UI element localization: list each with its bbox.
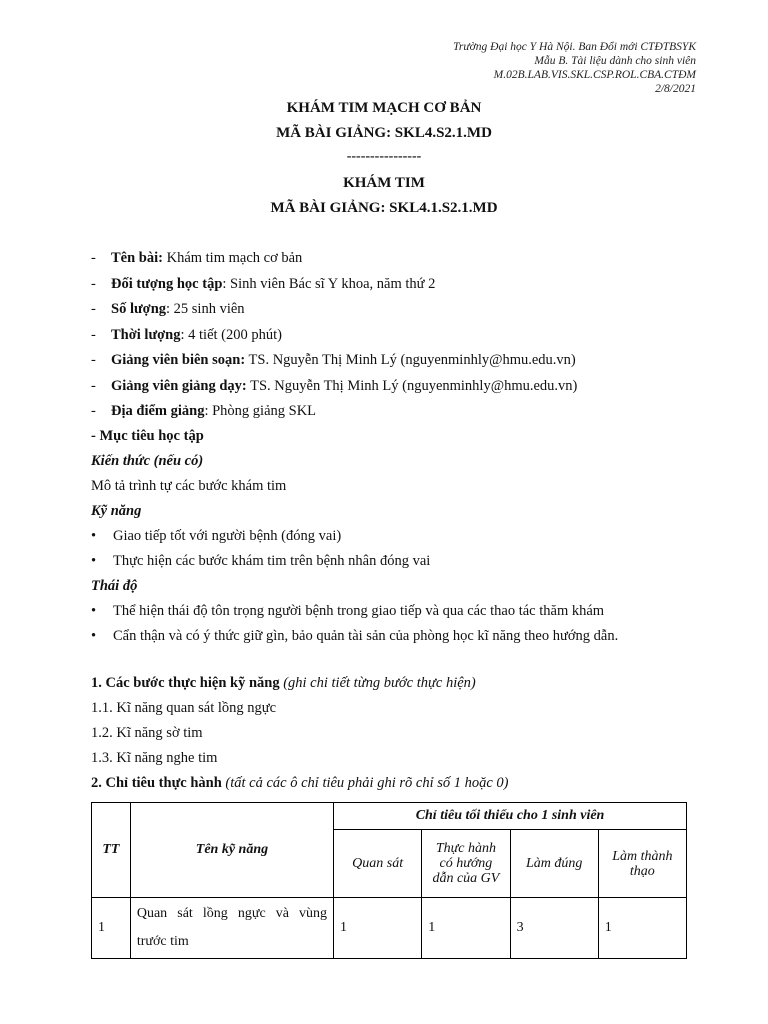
skills-heading: Kỹ năng bbox=[91, 503, 142, 519]
header-note-line: Mẫu B. Tài liệu dành cho sinh viên bbox=[534, 55, 696, 67]
lesson-info-list bbox=[91, 248, 691, 427]
group-header: Chỉ tiêu tối thiểu cho 1 sinh viên bbox=[334, 803, 687, 830]
info-value: : 4 tiết (200 phút) bbox=[180, 326, 282, 343]
section2-heading bbox=[91, 772, 691, 797]
cell-tt: 1 bbox=[92, 898, 131, 959]
attitude-item bbox=[91, 625, 691, 650]
section1-note: (ghi chi tiết từng bước thực hiện) bbox=[279, 675, 476, 691]
info-item: - Giảng viên giảng dạy: TS. Nguyễn Thị Minh Lý (nguyenminhly@hmu.edu.vn) bbox=[91, 377, 578, 394]
header-note-line: M.02B.LAB.VIS.SKL.CSP.ROL.CBA.CTĐM bbox=[493, 69, 696, 81]
skill-text: Thực hiện các bước khám tim trên bệnh nhân đóng vai bbox=[113, 553, 431, 569]
step-item: 1.1. Kĩ năng quan sát lồng ngực bbox=[91, 700, 277, 716]
col-header-guided: Thực hành có hướng dẫn của GV bbox=[422, 830, 510, 898]
bullet-icon: • bbox=[91, 628, 97, 644]
knowledge-text: Mô tả trình tự các bước khám tim bbox=[91, 478, 287, 494]
attitude-text: Cẩn thận và có ý thức giữ gìn, bảo quản tài sản của phòng học kĩ năng theo hướng dẫn. bbox=[113, 628, 619, 644]
skill-text: Giao tiếp tốt với người bệnh (đóng vai) bbox=[113, 528, 342, 544]
section1-heading bbox=[91, 672, 691, 697]
info-label: Số lượng bbox=[111, 301, 167, 317]
info-item: - Tên bài: Khám tim mạch cơ bản bbox=[91, 250, 303, 266]
knowledge-heading: Kiến thức (nếu có) bbox=[91, 453, 204, 469]
info-value: TS. Nguyễn Thị Minh Lý (nguyenminhly@hmu.edu.vn) bbox=[246, 377, 578, 394]
info-label: Giảng viên biên soạn: bbox=[111, 352, 246, 368]
attitude-item bbox=[91, 600, 691, 625]
skill-item bbox=[91, 525, 691, 550]
skill-item bbox=[91, 550, 691, 575]
info-value: TS. Nguyễn Thị Minh Lý (nguyenminhly@hmu.edu.vn) bbox=[245, 352, 576, 368]
title-separator: ---------------- bbox=[346, 149, 422, 164]
section1-title: 1. Các bước thực hiện kỹ năng bbox=[91, 675, 280, 691]
info-value: : 25 sinh viên bbox=[166, 301, 245, 317]
info-item: - Số lượng: 25 sinh viên bbox=[91, 301, 245, 317]
attitude-heading: Thái độ bbox=[91, 578, 138, 594]
cell-guided: 1 bbox=[422, 898, 510, 959]
section2-note: (tất cả các ô chỉ tiêu phải ghi rõ chỉ số 1 hoặc 0) bbox=[221, 775, 509, 791]
info-item: - Địa điểm giảng: Phòng giảng SKL bbox=[91, 403, 317, 419]
attitude-text: Thể hiện thái độ tôn trọng người bệnh trong giao tiếp và qua các thao tác thăm khám bbox=[113, 603, 605, 619]
col-header-correct: Làm đúng bbox=[510, 830, 598, 898]
info-label: Đối tượng học tập bbox=[111, 275, 223, 292]
info-label: Giảng viên giảng dạy: bbox=[111, 377, 247, 394]
document-title: KHÁM TIM MẠCH CƠ BẢN bbox=[286, 100, 482, 116]
objectives-heading: - Mục tiêu học tập bbox=[91, 428, 204, 444]
table-row bbox=[92, 898, 687, 959]
bullet-icon: • bbox=[91, 528, 97, 544]
bullet-icon: • bbox=[91, 603, 97, 619]
col-header-observe: Quan sát bbox=[334, 830, 422, 898]
lecture-code: MÃ BÀI GIẢNG: SKL4.S2.1.MD bbox=[276, 125, 492, 141]
cell-proficient: 1 bbox=[598, 898, 686, 959]
info-item: - Thời lượng: 4 tiết (200 phút) bbox=[91, 326, 282, 343]
col-header-skill-name: Tên kỹ năng bbox=[130, 803, 333, 898]
info-label: Tên bài: bbox=[111, 250, 163, 266]
cell-skill-name: Quan sát lồng ngực và vùng trước tim bbox=[130, 898, 333, 959]
section2-title: 2. Chỉ tiêu thực hành bbox=[91, 775, 222, 791]
info-value: Khám tim mạch cơ bản bbox=[162, 250, 303, 266]
objectives-section bbox=[91, 425, 691, 797]
title-block bbox=[0, 96, 768, 221]
subtitle: KHÁM TIM bbox=[343, 175, 425, 191]
header-note-line: 2/8/2021 bbox=[655, 83, 696, 95]
cell-correct: 3 bbox=[510, 898, 598, 959]
info-item: - Giảng viên biên soạn: TS. Nguyễn Thị Minh Lý (nguyenminhly@hmu.edu.vn) bbox=[91, 352, 576, 368]
info-item: - Đối tượng học tập: Sinh viên Bác sĩ Y khoa, năm thứ 2 bbox=[91, 275, 436, 292]
step-item: 1.3. Kĩ năng nghe tim bbox=[91, 750, 218, 766]
sub-lecture-code: MÃ BÀI GIẢNG: SKL4.1.S2.1.MD bbox=[270, 200, 498, 216]
col-header-tt: TT bbox=[92, 803, 131, 898]
info-value: : Phòng giảng SKL bbox=[204, 403, 317, 419]
info-label: Thời lượng bbox=[111, 326, 181, 343]
info-label: Địa điểm giảng bbox=[111, 403, 205, 419]
step-item: 1.2. Kĩ năng sờ tim bbox=[91, 725, 203, 741]
col-header-proficient: Làm thành thạo bbox=[598, 830, 686, 898]
header-note-line: Trường Đại học Y Hà Nội. Ban Đổi mới CTĐTBSYK bbox=[453, 41, 696, 53]
bullet-icon: • bbox=[91, 553, 97, 569]
practice-targets-table bbox=[91, 802, 687, 959]
header-note bbox=[453, 40, 696, 96]
cell-observe: 1 bbox=[334, 898, 422, 959]
info-value: : Sinh viên Bác sĩ Y khoa, năm thứ 2 bbox=[222, 275, 436, 292]
